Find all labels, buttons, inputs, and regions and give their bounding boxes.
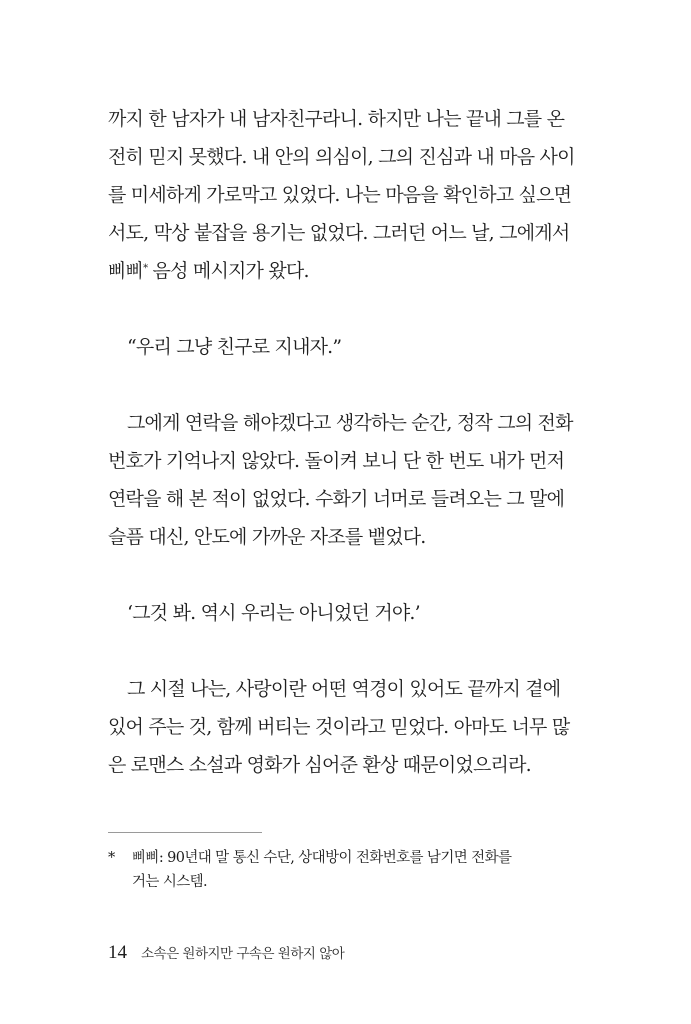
text-line: 번호가 기억나지 않았다. 돌이켜 보니 단 한 번도 내가 먼저 bbox=[108, 450, 565, 472]
footnote bbox=[108, 846, 578, 894]
text-line: 연락을 해 본 적이 없었다. 수화기 너머로 들려오는 그 말에 bbox=[108, 488, 565, 510]
paragraph-1 bbox=[108, 100, 580, 290]
footnote-line: 삐삐: 90년대 말 통신 수단, 상대방이 전화번호를 남기면 전화를 bbox=[132, 850, 512, 866]
text-fragment: 음성 메시지가 왔다. bbox=[147, 260, 309, 282]
text-line bbox=[108, 252, 580, 290]
text-line: 그 시절 나는, 사랑이란 어떤 역경이 있어도 끝까지 곁에 bbox=[127, 678, 561, 700]
footnote-line: 거는 시스템. bbox=[132, 874, 208, 890]
page-footer bbox=[108, 942, 344, 966]
text-line: 서도, 막상 붙잡을 용기는 없었다. 그러던 어느 날, 그에게서 bbox=[108, 222, 570, 244]
text-line: 은 로맨스 소설과 영화가 심어준 환상 때문이었으리라. bbox=[108, 754, 531, 776]
paragraph-gap bbox=[108, 290, 580, 328]
running-title: 소속은 원하지만 구속은 원하지 않아 bbox=[141, 946, 345, 962]
footnote-star: * bbox=[108, 850, 115, 866]
body-text bbox=[108, 100, 580, 784]
paragraph-gap bbox=[108, 632, 580, 670]
paragraph-2 bbox=[108, 404, 580, 556]
quote-line: ‘그것 봐. 역시 우리는 아니었던 거야.’ bbox=[127, 602, 420, 624]
paragraph-3 bbox=[108, 670, 580, 784]
footnote-text bbox=[132, 846, 578, 894]
quote-paragraph-1 bbox=[108, 328, 580, 366]
quote-paragraph-2 bbox=[108, 594, 580, 632]
text-line: 그에게 연락을 해야겠다고 생각하는 순간, 정작 그의 전화 bbox=[127, 412, 573, 434]
quote-line: “우리 그냥 친구로 지내자.” bbox=[127, 336, 342, 358]
footnote-divider bbox=[108, 832, 262, 833]
paragraph-gap bbox=[108, 556, 580, 594]
footnote-marker: * bbox=[143, 263, 148, 274]
text-line: 슬픔 대신, 안도에 가까운 자조를 뱉었다. bbox=[108, 526, 426, 548]
footnote-term: 삐삐 bbox=[108, 260, 144, 282]
paragraph-gap bbox=[108, 366, 580, 404]
page-number: 14 bbox=[108, 942, 127, 963]
text-line: 까지 한 남자가 내 남자친구라니. 하지만 나는 끝내 그를 온 bbox=[108, 108, 565, 130]
text-line: 를 미세하게 가로막고 있었다. 나는 마음을 확인하고 싶으면 bbox=[108, 184, 572, 206]
text-line: 있어 주는 것, 함께 버티는 것이라고 믿었다. 아마도 너무 많 bbox=[108, 716, 570, 738]
text-line: 전히 믿지 못했다. 내 안의 의심이, 그의 진심과 내 마음 사이 bbox=[108, 146, 575, 168]
